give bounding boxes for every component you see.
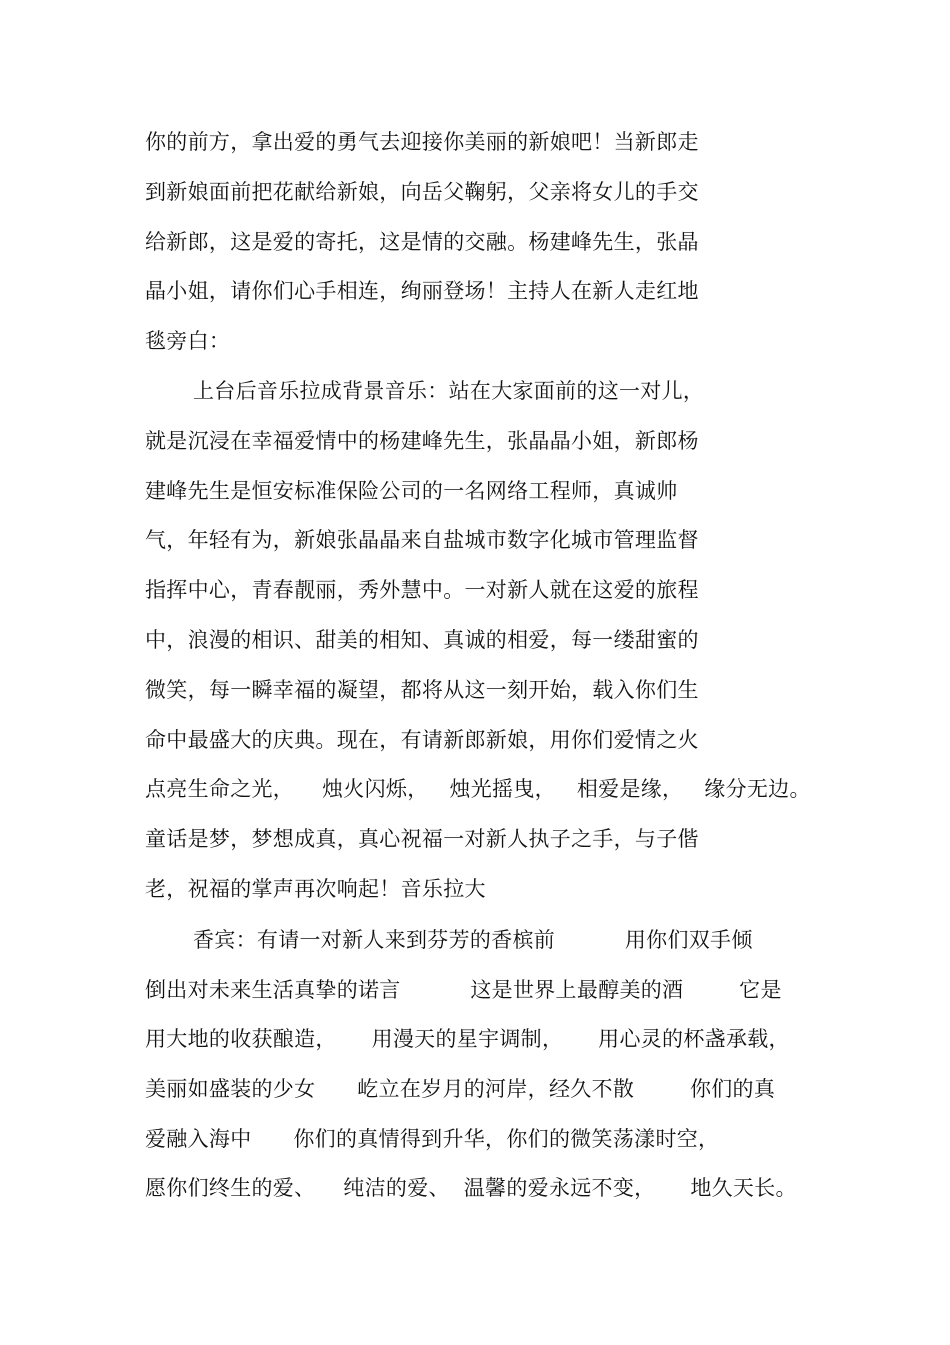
text-line: 中，浪漫的相识、甜美的相知、真诚的相爱，每一缕甜蜜的 (145, 628, 699, 652)
text-line: 你的前方，拿出爱的勇气去迎接你美丽的新娘吧！当新郎走 (145, 130, 699, 154)
text-line: 毯旁白： (145, 329, 231, 353)
text-line: 微笑，每一瞬幸福的凝望，都将从这一刻开始，载入你们生 (145, 678, 699, 702)
text-line: 点亮生命之光， 烛火闪烁， 烛光摇曳， 相爱是缘， 缘分无边。 (145, 777, 811, 801)
text-line: 香宾：有请一对新人来到芬芳的香槟前 用你们双手倾 (193, 928, 753, 952)
text-line: 气，年轻有为，新娘张晶晶来自盐城市数字化城市管理监督 (145, 528, 699, 552)
text-line: 到新娘面前把花献给新娘，向岳父鞠躬，父亲将女儿的手交 (145, 180, 699, 204)
text-line: 命中最盛大的庆典。现在，有请新郎新娘，用你们爱情之火 (145, 728, 699, 752)
text-line: 爱融入海中 你们的真情得到升华，你们的微笑荡漾时空， (145, 1127, 720, 1151)
text-line: 上台后音乐拉成背景音乐：站在大家面前的这一对儿， (193, 379, 705, 403)
text-line: 愿你们终生的爱、 纯洁的爱、 温馨的爱永远不变， 地久天长。 (145, 1176, 797, 1200)
text-line: 就是沉浸在幸福爱情中的杨建峰先生，张晶晶小姐，新郎杨 (145, 429, 699, 453)
text-line: 倒出对未来生活真挚的诺言 这是世界上最醇美的酒 它是 (145, 978, 782, 1002)
text-line: 用大地的收获酿造， 用漫天的星宇调制， 用心灵的杯盏承载， (145, 1027, 790, 1051)
text-line: 老，祝福的掌声再次响起！音乐拉大 (145, 877, 486, 901)
text-line: 建峰先生是恒安标准保险公司的一名网络工程师，真诚帅 (145, 479, 678, 503)
text-line: 童话是梦，梦想成真，真心祝福一对新人执子之手，与子偕 (145, 827, 699, 851)
text-line: 晶小姐，请你们心手相连，绚丽登场！主持人在新人走红地 (145, 279, 699, 303)
text-line: 给新郎，这是爱的寄托，这是情的交融。杨建峰先生，张晶 (145, 230, 699, 254)
text-line: 指挥中心，青春靓丽，秀外慧中。一对新人就在这爱的旅程 (145, 578, 699, 602)
text-line: 美丽如盛装的少女 屹立在岁月的河岸，经久不散 你们的真 (145, 1077, 776, 1101)
